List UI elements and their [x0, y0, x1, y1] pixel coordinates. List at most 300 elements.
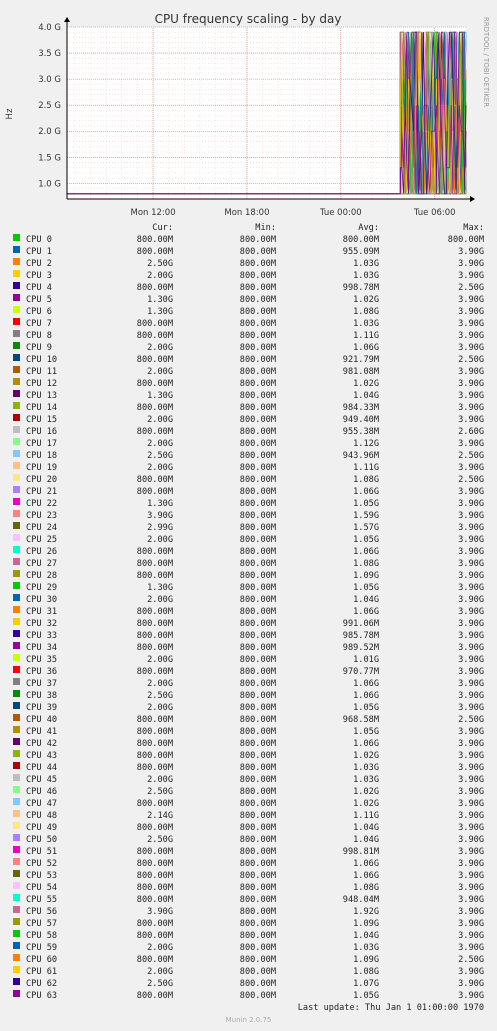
- legend-row: [0, 402, 497, 414]
- legend-swatch: [13, 438, 20, 445]
- legend-avg-value: 1.05G: [353, 703, 379, 713]
- legend-swatch: [13, 498, 20, 505]
- legend-min-value: 800.00M: [239, 595, 276, 605]
- legend-max-value: 3.90G: [458, 547, 484, 557]
- legend-max-value: 3.90G: [458, 943, 484, 953]
- legend-series-name: CPU 49: [26, 823, 58, 833]
- legend-swatch: [13, 702, 20, 709]
- legend-swatch: [13, 234, 20, 241]
- legend-max-value: 3.90G: [458, 775, 484, 785]
- x-tick-label: Mon 12:00: [130, 208, 176, 218]
- legend-cur-value: 800.00M: [136, 751, 173, 761]
- legend-max-value: 3.90G: [458, 643, 484, 653]
- legend-series-name: CPU 62: [26, 979, 58, 989]
- legend-avg-value: 955.09M: [342, 247, 379, 257]
- legend-max-value: 3.90G: [458, 907, 484, 917]
- legend-row: [0, 930, 497, 942]
- legend-series-name: CPU 57: [26, 919, 58, 929]
- legend-row: [0, 546, 497, 558]
- legend-swatch: [13, 270, 20, 277]
- legend-series-name: CPU 6: [26, 307, 52, 317]
- legend-max-value: 3.90G: [458, 751, 484, 761]
- legend-cur-value: 800.00M: [136, 607, 173, 617]
- legend-cur-value: 2.00G: [147, 967, 173, 977]
- legend-min-value: 800.00M: [239, 355, 276, 365]
- legend-row: [0, 666, 497, 678]
- legend-row: [0, 762, 497, 774]
- legend-avg-value: 921.79M: [342, 355, 379, 365]
- legend-avg-value: 1.04G: [353, 835, 379, 845]
- legend-max-value: 3.90G: [458, 619, 484, 629]
- legend-series-name: CPU 60: [26, 955, 58, 965]
- legend-avg-value: 1.07G: [353, 979, 379, 989]
- legend-row: [0, 630, 497, 642]
- legend-avg-value: 1.06G: [353, 343, 379, 353]
- legend-swatch: [13, 942, 20, 949]
- legend-series-name: CPU 18: [26, 451, 58, 461]
- legend-swatch: [13, 366, 20, 373]
- legend-swatch: [13, 390, 20, 397]
- legend-swatch: [13, 342, 20, 349]
- legend-row: [0, 534, 497, 546]
- legend-min-value: 800.00M: [239, 739, 276, 749]
- legend-min-value: 800.00M: [239, 811, 276, 821]
- legend-min-value: 800.00M: [239, 559, 276, 569]
- legend-row: [0, 810, 497, 822]
- legend-cur-value: 800.00M: [136, 427, 173, 437]
- legend-max-value: 3.90G: [458, 415, 484, 425]
- legend-min-value: 800.00M: [239, 763, 276, 773]
- legend-avg-value: 1.02G: [353, 799, 379, 809]
- legend-swatch: [13, 774, 20, 781]
- legend-series-name: CPU 40: [26, 715, 58, 725]
- legend-swatch: [13, 282, 20, 289]
- legend-avg-value: 1.59G: [353, 511, 379, 521]
- legend-avg-value: 985.78M: [342, 631, 379, 641]
- legend-series-name: CPU 44: [26, 763, 58, 773]
- legend-row: [0, 330, 497, 342]
- y-tick-label: 1.0 G: [38, 179, 61, 190]
- legend-cur-value: 1.30G: [147, 499, 173, 509]
- legend-avg-value: 800.00M: [342, 235, 379, 245]
- legend-row: [0, 990, 497, 1002]
- legend-row: [0, 450, 497, 462]
- legend-row: [0, 366, 497, 378]
- legend-swatch: [13, 330, 20, 337]
- legend-min-value: 800.00M: [239, 391, 276, 401]
- legend-swatch: [13, 246, 20, 253]
- legend-cur-value: 1.30G: [147, 295, 173, 305]
- legend-swatch: [13, 606, 20, 613]
- legend-row: [0, 714, 497, 726]
- legend-row: [0, 390, 497, 402]
- legend-max-value: 3.90G: [458, 403, 484, 413]
- legend-avg-value: 943.96M: [342, 451, 379, 461]
- legend-cur-value: 2.50G: [147, 835, 173, 845]
- legend-min-value: 800.00M: [239, 799, 276, 809]
- legend-max-value: 3.90G: [458, 499, 484, 509]
- legend-series-name: CPU 52: [26, 859, 58, 869]
- legend-avg-value: 1.05G: [353, 535, 379, 545]
- legend-avg-value: 1.03G: [353, 271, 379, 281]
- legend-row: [0, 882, 497, 894]
- legend-series-name: CPU 55: [26, 895, 58, 905]
- legend-row: [0, 978, 497, 990]
- legend-swatch: [13, 798, 20, 805]
- legend-cur-value: 800.00M: [136, 715, 173, 725]
- legend-cur-value: 800.00M: [136, 247, 173, 257]
- legend-swatch: [13, 294, 20, 301]
- legend-avg-value: 981.08M: [342, 367, 379, 377]
- x-tick-label: Tue 06:00: [413, 208, 456, 218]
- legend-cur-value: 2.50G: [147, 979, 173, 989]
- legend-max-value: 3.90G: [458, 655, 484, 665]
- legend-series-name: CPU 31: [26, 607, 58, 617]
- legend-avg-value: 998.81M: [342, 847, 379, 857]
- legend-series-name: CPU 15: [26, 415, 58, 425]
- legend-cur-value: 800.00M: [136, 487, 173, 497]
- legend-series-name: CPU 17: [26, 439, 58, 449]
- legend-row: [0, 822, 497, 834]
- legend-cur-value: 800.00M: [136, 547, 173, 557]
- legend-series-name: CPU 19: [26, 463, 58, 473]
- y-tick-label: 3.0 G: [38, 75, 61, 86]
- legend-max-value: 3.90G: [458, 979, 484, 989]
- legend-max-value: 3.90G: [458, 259, 484, 269]
- legend-series-name: CPU 2: [26, 259, 52, 269]
- legend-series-name: CPU 16: [26, 427, 58, 437]
- legend-cur-value: 800.00M: [136, 559, 173, 569]
- legend-max-value: 3.90G: [458, 331, 484, 341]
- y-tick-labels: [38, 23, 61, 189]
- legend-cur-value: 800.00M: [136, 331, 173, 341]
- legend-swatch: [13, 426, 20, 433]
- legend-series-name: CPU 46: [26, 787, 58, 797]
- y-axis-arrow-icon: [64, 17, 70, 22]
- legend-max-value: 3.90G: [458, 319, 484, 329]
- legend-swatch: [13, 486, 20, 493]
- legend-row: [0, 834, 497, 846]
- legend-row: [0, 606, 497, 618]
- legend-max-value: 3.90G: [458, 463, 484, 473]
- legend-swatch: [13, 930, 20, 937]
- legend-header-min: Min:: [255, 223, 276, 233]
- legend-table: [0, 222, 497, 1002]
- legend-row: [0, 342, 497, 354]
- legend-swatch: [13, 570, 20, 577]
- legend-row: [0, 438, 497, 450]
- legend-cur-value: 2.00G: [147, 367, 173, 377]
- legend-min-value: 800.00M: [239, 439, 276, 449]
- legend-swatch: [13, 978, 20, 985]
- legend-row: [0, 654, 497, 666]
- legend-max-value: 3.90G: [458, 583, 484, 593]
- legend-row: [0, 858, 497, 870]
- legend-max-value: 800.00M: [447, 235, 484, 245]
- legend-cur-value: 2.99G: [147, 523, 173, 533]
- legend-series-name: CPU 45: [26, 775, 58, 785]
- legend-cur-value: 2.00G: [147, 535, 173, 545]
- legend-series-name: CPU 28: [26, 571, 58, 581]
- legend-swatch: [13, 414, 20, 421]
- legend-swatch: [13, 318, 20, 325]
- legend-swatch: [13, 954, 20, 961]
- legend-cur-value: 800.00M: [136, 667, 173, 677]
- legend-series-name: CPU 10: [26, 355, 58, 365]
- legend-min-value: 800.00M: [239, 547, 276, 557]
- legend-min-value: 800.00M: [239, 367, 276, 377]
- legend-min-value: 800.00M: [239, 475, 276, 485]
- legend-swatch: [13, 870, 20, 877]
- legend-min-value: 800.00M: [239, 859, 276, 869]
- legend-row: [0, 594, 497, 606]
- legend-min-value: 800.00M: [239, 727, 276, 737]
- legend-avg-value: 1.05G: [353, 583, 379, 593]
- legend-min-value: 800.00M: [239, 943, 276, 953]
- y-tick-label: 1.5 G: [38, 153, 61, 164]
- legend-avg-value: 1.05G: [353, 727, 379, 737]
- legend-row: [0, 798, 497, 810]
- legend-min-value: 800.00M: [239, 751, 276, 761]
- legend-row: [0, 570, 497, 582]
- legend-row: [0, 306, 497, 318]
- legend-series-name: CPU 59: [26, 943, 58, 953]
- legend-header-cur: Cur:: [152, 223, 173, 233]
- legend-avg-value: 1.12G: [353, 439, 379, 449]
- legend-max-value: 3.90G: [458, 559, 484, 569]
- legend-max-value: 3.90G: [458, 991, 484, 1001]
- y-tick-label: 2.5 G: [38, 101, 61, 112]
- legend-cur-value: 2.00G: [147, 439, 173, 449]
- legend-avg-value: 1.02G: [353, 787, 379, 797]
- legend-series-name: CPU 37: [26, 679, 58, 689]
- legend-series-name: CPU 48: [26, 811, 58, 821]
- legend-max-value: 2.50G: [458, 355, 484, 365]
- legend-swatch: [13, 822, 20, 829]
- legend-avg-value: 1.01G: [353, 655, 379, 665]
- legend-row: [0, 906, 497, 918]
- legend-header: [0, 222, 497, 234]
- legend-row: [0, 582, 497, 594]
- legend-series-name: CPU 38: [26, 691, 58, 701]
- munin-version: Munin 2.0.75: [225, 1016, 272, 1024]
- legend-cur-value: 2.50G: [147, 787, 173, 797]
- legend-min-value: 800.00M: [239, 643, 276, 653]
- legend-cur-value: 2.00G: [147, 463, 173, 473]
- legend-max-value: 3.90G: [458, 379, 484, 389]
- legend-series-name: CPU 32: [26, 619, 58, 629]
- legend-series-name: CPU 41: [26, 727, 58, 737]
- legend-min-value: 800.00M: [239, 535, 276, 545]
- legend-max-value: 3.90G: [458, 799, 484, 809]
- legend-avg-value: 1.08G: [353, 559, 379, 569]
- legend-max-value: 2.50G: [458, 955, 484, 965]
- legend-row: [0, 702, 497, 714]
- legend-min-value: 800.00M: [239, 235, 276, 245]
- legend-min-value: 800.00M: [239, 715, 276, 725]
- legend-max-value: 3.90G: [458, 871, 484, 881]
- legend-row: [0, 954, 497, 966]
- legend-swatch: [13, 966, 20, 973]
- legend-series-name: CPU 24: [26, 523, 58, 533]
- legend-series-name: CPU 61: [26, 967, 58, 977]
- legend-row: [0, 234, 497, 246]
- legend-avg-value: 1.04G: [353, 391, 379, 401]
- legend-min-value: 800.00M: [239, 379, 276, 389]
- legend-swatch: [13, 402, 20, 409]
- legend-row: [0, 846, 497, 858]
- legend-series-name: CPU 35: [26, 655, 58, 665]
- legend-min-value: 800.00M: [239, 691, 276, 701]
- legend-series-name: CPU 29: [26, 583, 58, 593]
- legend-avg-value: 1.06G: [353, 859, 379, 869]
- legend-series-name: CPU 58: [26, 931, 58, 941]
- legend-max-value: 3.90G: [458, 535, 484, 545]
- legend-avg-value: 1.06G: [353, 871, 379, 881]
- legend-cur-value: 800.00M: [136, 763, 173, 773]
- legend-max-value: 3.90G: [458, 835, 484, 845]
- legend-row: [0, 282, 497, 294]
- legend-avg-value: 998.78M: [342, 283, 379, 293]
- legend-max-value: 3.90G: [458, 859, 484, 869]
- legend-avg-value: 1.09G: [353, 571, 379, 581]
- legend-avg-value: 1.11G: [353, 463, 379, 473]
- legend-min-value: 800.00M: [239, 307, 276, 317]
- legend-avg-value: 1.04G: [353, 595, 379, 605]
- legend-row: [0, 786, 497, 798]
- legend-row: [0, 270, 497, 282]
- legend-series-name: CPU 34: [26, 643, 58, 653]
- legend-avg-value: 948.04M: [342, 895, 379, 905]
- legend-cur-value: 800.00M: [136, 403, 173, 413]
- legend-cur-value: 2.50G: [147, 451, 173, 461]
- legend-row: [0, 690, 497, 702]
- legend-series-name: CPU 11: [26, 367, 58, 377]
- legend-min-value: 800.00M: [239, 247, 276, 257]
- legend-min-value: 800.00M: [239, 979, 276, 989]
- legend-cur-value: 2.00G: [147, 595, 173, 605]
- legend-cur-value: 2.00G: [147, 679, 173, 689]
- legend-max-value: 3.90G: [458, 439, 484, 449]
- x-tick-label: Tue 00:00: [319, 208, 362, 218]
- legend-max-value: 3.90G: [458, 523, 484, 533]
- legend-series-name: CPU 53: [26, 871, 58, 881]
- legend-avg-value: 1.06G: [353, 739, 379, 749]
- legend-swatch: [13, 510, 20, 517]
- legend-row: [0, 246, 497, 258]
- legend-swatch: [13, 786, 20, 793]
- legend-series-name: CPU 50: [26, 835, 58, 845]
- legend-swatch: [13, 906, 20, 913]
- legend-series-name: CPU 3: [26, 271, 52, 281]
- legend-row: [0, 678, 497, 690]
- legend-swatch: [13, 678, 20, 685]
- legend-min-value: 800.00M: [239, 607, 276, 617]
- legend-row: [0, 294, 497, 306]
- legend-row: [0, 558, 497, 570]
- legend-swatch: [13, 474, 20, 481]
- legend-swatch: [13, 534, 20, 541]
- legend-min-value: 800.00M: [239, 523, 276, 533]
- legend-row: [0, 618, 497, 630]
- legend-row: [0, 870, 497, 882]
- legend-avg-value: 1.57G: [353, 523, 379, 533]
- legend-swatch: [13, 666, 20, 673]
- legend-cur-value: 800.00M: [136, 727, 173, 737]
- legend-series-name: CPU 54: [26, 883, 58, 893]
- legend-avg-value: 955.38M: [342, 427, 379, 437]
- legend-cur-value: 800.00M: [136, 871, 173, 881]
- legend-series-name: CPU 7: [26, 319, 52, 329]
- legend-max-value: 3.90G: [458, 847, 484, 857]
- legend-min-value: 800.00M: [239, 883, 276, 893]
- legend-row: [0, 486, 497, 498]
- legend-max-value: 3.90G: [458, 919, 484, 929]
- legend-cur-value: 800.00M: [136, 859, 173, 869]
- legend-avg-value: 1.08G: [353, 967, 379, 977]
- legend-max-value: 3.90G: [458, 367, 484, 377]
- legend-min-value: 800.00M: [239, 703, 276, 713]
- legend-row: [0, 942, 497, 954]
- legend-row: [0, 378, 497, 390]
- legend-cur-value: 1.30G: [147, 583, 173, 593]
- legend-max-value: 3.90G: [458, 511, 484, 521]
- legend-avg-value: 984.33M: [342, 403, 379, 413]
- legend-cur-value: 800.00M: [136, 931, 173, 941]
- legend-swatch: [13, 522, 20, 529]
- legend-swatch: [13, 258, 20, 265]
- legend-min-value: 800.00M: [239, 619, 276, 629]
- legend-min-value: 800.00M: [239, 319, 276, 329]
- y-axis-label: Hz: [5, 108, 15, 120]
- legend-swatch: [13, 546, 20, 553]
- legend-avg-value: 1.02G: [353, 751, 379, 761]
- legend-swatch: [13, 690, 20, 697]
- legend-max-value: 3.90G: [458, 811, 484, 821]
- legend-max-value: 2.50G: [458, 283, 484, 293]
- legend-swatch: [13, 918, 20, 925]
- legend-series-name: CPU 63: [26, 991, 58, 1001]
- legend-min-value: 800.00M: [239, 271, 276, 281]
- legend-cur-value: 800.00M: [136, 991, 173, 1001]
- legend-cur-value: 800.00M: [136, 847, 173, 857]
- legend-max-value: 3.90G: [458, 271, 484, 281]
- legend-row: [0, 354, 497, 366]
- legend-series-name: CPU 9: [26, 343, 52, 353]
- legend-series-name: CPU 5: [26, 295, 52, 305]
- legend-swatch: [13, 462, 20, 469]
- legend-max-value: 2.50G: [458, 451, 484, 461]
- legend-avg-value: 970.77M: [342, 667, 379, 677]
- legend-row: [0, 522, 497, 534]
- y-tick-label: 4.0 G: [38, 23, 61, 33]
- legend-cur-value: 2.00G: [147, 703, 173, 713]
- legend-series-name: CPU 26: [26, 547, 58, 557]
- legend-avg-value: 1.03G: [353, 259, 379, 269]
- legend-min-value: 800.00M: [239, 895, 276, 905]
- legend-row: [0, 510, 497, 522]
- legend-cur-value: 2.50G: [147, 259, 173, 269]
- legend-row: [0, 918, 497, 930]
- legend-swatch: [13, 762, 20, 769]
- legend-swatch: [13, 894, 20, 901]
- legend-avg-value: 989.52M: [342, 643, 379, 653]
- legend-min-value: 800.00M: [239, 919, 276, 929]
- legend-swatch: [13, 642, 20, 649]
- legend-max-value: 3.90G: [458, 667, 484, 677]
- legend-avg-value: 1.04G: [353, 823, 379, 833]
- legend-row: [0, 966, 497, 978]
